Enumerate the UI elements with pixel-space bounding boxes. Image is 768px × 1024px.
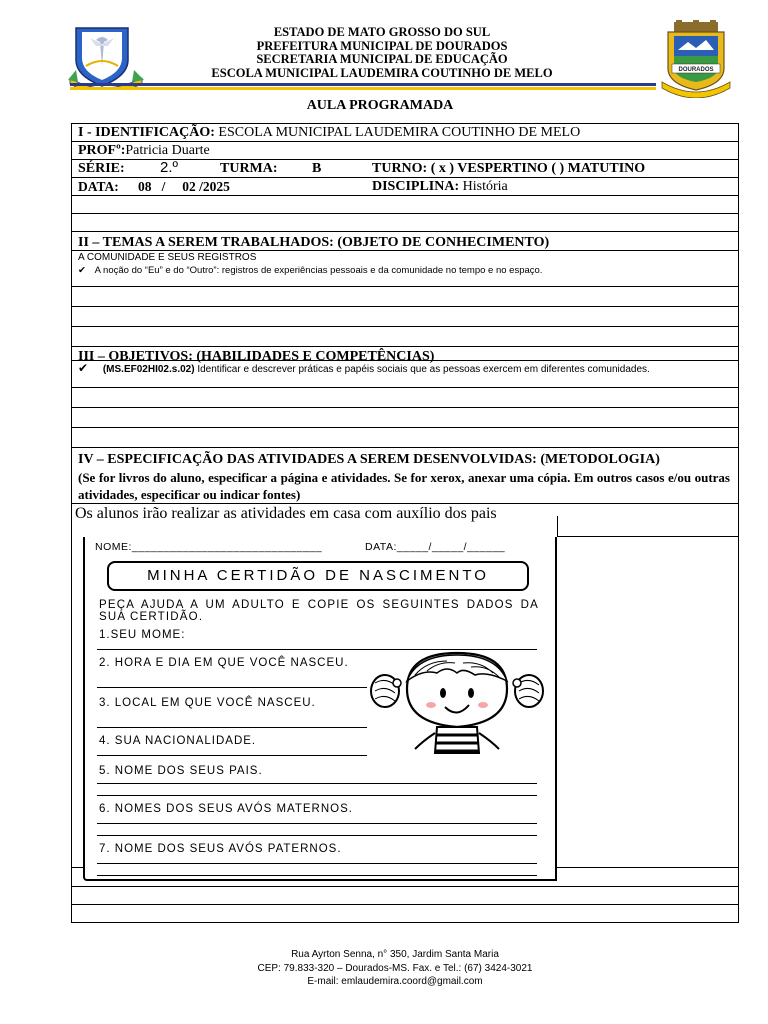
worksheet-item: 4. SUA NACIONALIDADE. [99,735,257,747]
identification-school: ESCOLA MUNICIPAL LAUDEMIRA COUTINHO DE MELO [214,125,581,140]
document-title: AULA PROGRAMADA [306,98,454,113]
blank-row [72,307,738,327]
checkmark-icon: ✔ [78,265,86,276]
activities-heading-row [72,448,738,504]
worksheet-instruction: PEÇA AJUDA A UM ADULTO E COPIE OS SEGUINTES DADOS DA SUA CERTIDÃO. [99,599,539,623]
blank-row [72,905,738,922]
answer-line [97,783,537,784]
objectives-content-row [72,361,738,388]
turma-label: TURMA: [220,161,278,176]
blank-row [72,327,738,347]
birth-certificate-worksheet [83,537,557,881]
blank-row [72,388,738,408]
worksheet-item: 3. LOCAL EM QUE VOCÊ NASCEU. [99,697,316,709]
worksheet-item: 6. NOMES DOS SEUS AVÓS MATERNOS. [99,803,353,815]
objectives-heading-row [72,347,738,364]
activities-cell-rule [557,536,739,537]
state-name: ESTADO DE MATO GROSSO DO SUL [273,25,491,39]
teacher-row [72,142,738,160]
identification-row [72,124,738,142]
answer-line [97,835,537,836]
checkmark-icon: ✔ [78,361,89,375]
themes-heading-row [72,232,738,251]
discipline-value: História [459,179,508,194]
serie-label: SÉRIE: [78,161,125,176]
coat-of-arms-label: DOURADOS [678,67,714,73]
blank-row [72,196,738,214]
blank-row [72,214,738,232]
address-footer [0,948,768,989]
answer-line [97,755,367,756]
objective-item: Identificar e descrever práticas e papéis sociais que as pessoas exercem em diferentes comunidades. [194,364,650,375]
blank-row [72,428,738,448]
header-rule-blue [70,83,656,86]
worksheet-item: 7. NOME DOS SEUS AVÓS PATERNOS. [99,843,342,855]
activities-text: Os alunos irão realizar as atividades em casa com auxílio dos pais [75,505,497,522]
themes-heading: II – TEMAS A SEREM TRABALHADOS: (OBJETO DE CONHECIMENTO) [78,235,550,250]
worksheet-item: 1.SEU MOME: [99,629,186,641]
teacher-name: Patricia Duarte [125,143,210,158]
themes-item: A noção do “Eu” e do “Outro”: registros de experiências pessoais e da comunidade no tempo e no espaço. [94,265,543,276]
worksheet-name-field: NOME:______________________________ [95,541,323,553]
turma-value: B [312,161,322,176]
header-rule-yellow [70,87,656,90]
activities-heading: IV – ESPECIFICAÇÃO DAS ATIVIDADES A SEREM DESENVOLVIDAS: (METODOLOGIA) [78,452,660,467]
date-value: 08 / 02 /2025 [138,179,230,194]
worksheet-date-field: DATA:_____/_____/______ [365,541,506,553]
school-crest-logo [68,26,144,90]
answer-line [97,875,537,876]
secretariat-name: SECRETARIA MUNICIPAL DE EDUCAÇÃO [256,52,508,66]
worksheet-item: 2. HORA E DIA EM QUE VOCÊ NASCEU. [99,657,349,669]
activities-text-row [72,504,738,525]
themes-content-row [72,251,738,287]
dourados-coat-of-arms-logo [660,20,732,98]
school-name: ESCOLA MUNICIPAL LAUDEMIRA COUTINHO DE MELO [211,65,553,80]
city-hall-name: PREFEITURA MUNICIPAL DE DOURADOS [256,38,508,53]
date-label: DATA: [78,179,119,194]
footer-contact: CEP: 79.833-320 – Dourados-MS. Fax. e Tel.: (67) 3424-3021 [257,962,533,974]
footer-email: E-mail: emlaudemira.coord@gmail.com [307,976,483,987]
activities-cell-divider [557,516,558,537]
discipline-label: DISCIPLINA: [372,179,460,194]
objective-code: (MS.EF02HI02.s.02) [102,364,195,375]
answer-line [97,727,367,728]
worksheet-title: MINHA CERTIDÃO DE NASCIMENTO [107,561,529,591]
answer-line [97,863,537,864]
serie-value: 2.º [160,159,178,176]
blank-row [72,287,738,307]
answer-line [97,687,367,688]
identification-label: I - IDENTIFICAÇÃO: [78,125,215,140]
answer-line [97,795,537,796]
date-row [72,178,738,196]
footer-address: Rua Ayrton Senna, n° 350, Jardim Santa Maria [291,949,499,960]
objectives-heading: III – OBJETIVOS: (HABILIDADES E COMPETÊNCIAS) [78,349,435,364]
activities-instructions: (Se for livros do aluno, especificar a página e atividades. Se for xerox, anexar uma cópia. Em outros casos e/ou outras atividades, especificar ou indicar fontes) [78,470,730,502]
shift-selection: TURNO: ( x ) VESPERTINO ( ) MATUTINO [372,161,646,176]
blank-row [72,408,738,428]
blank-row [72,887,738,905]
girl-cartoon-illustration [367,649,547,757]
institution-header-text [200,26,564,80]
grade-row [72,160,738,178]
answer-line [97,823,537,824]
worksheet-item: 5. NOME DOS SEUS PAIS. [99,765,263,777]
teacher-label: PROFº: [78,143,126,158]
letterhead [60,20,716,98]
themes-subheading: A COMUNIDADE E SEUS REGISTROS [78,252,257,263]
